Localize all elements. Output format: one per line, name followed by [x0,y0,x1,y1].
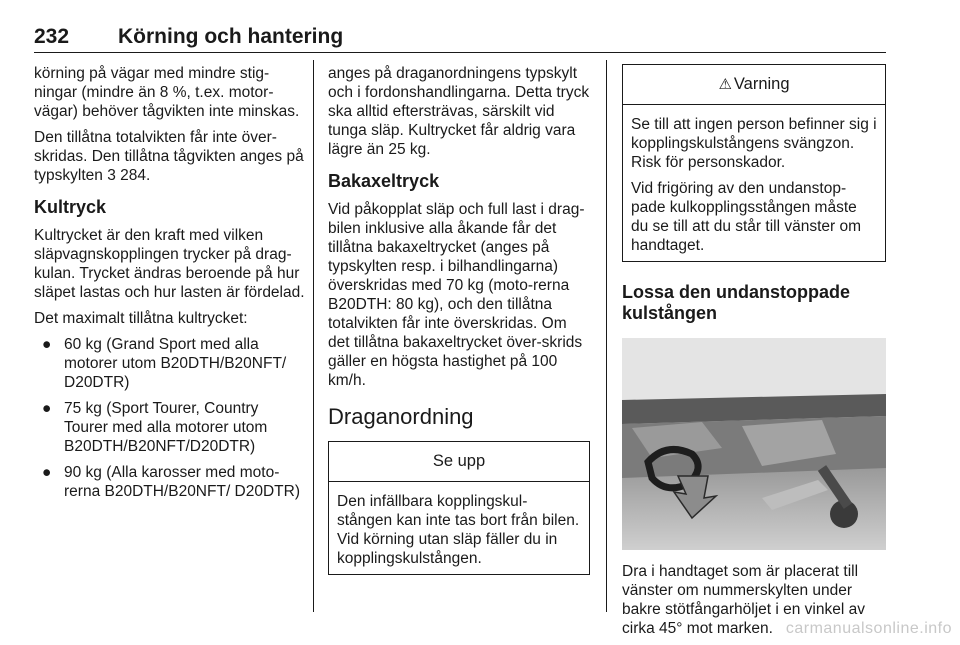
paragraph-kultryck-definition: Kultrycket är den kraft med vilken släpvagnskopplingen trycker på drag-kulan. Trycket ändras beroende på hur släpet lastas och hur lasten är fördelad. [34,227,305,301]
photo-caption: Dra i handtaget som är placerat till vänster om nummerskylten under bakre stötfångarhöljet i en vinkel av cirka 45° mot marken. [622,563,865,637]
paragraph-totalvikt: Den tillåtna totalvikten får inte över-skridas. Den tillåtna tågvikten anges på typskylten 3 284. [34,129,304,184]
paragraph-typskylt: anges på draganordningens typskylt och i fordonshandlingarna. Detta tryck ska alltid eftersträvas, särskilt vid tunga släp. Kultrycket får aldrig vara lägre än 25 kg. [328,65,590,158]
caution-text: Den infällbara kopplingskul-stången kan inte tas bort från bilen. Vid körning utan släp fäller du in kopplingskulstången. [337,493,580,567]
paragraph-tagvikt: körning på vägar med mindre stig-ningar (mindre än 8 %, t.ex. motor-vägar) behöver tågvikten inte minskas. [34,65,300,120]
warning-header [623,65,885,105]
heading-lossa-kulstang: Lossa den undanstoppade kulstången [622,282,851,323]
bullet-icon: ● [42,400,52,417]
warning-text-1: Se till att ingen person befinner sig i kopplingskulstångens svängzon. Risk för personskador. [631,116,877,171]
page-number: 232 [34,25,70,48]
paragraph-max-kultryck: Det maximalt tillåtna kultrycket: [34,310,248,327]
paragraph-bakaxeltryck: Vid påkopplat släp och full last i drag-bilen inklusive alla åkande får det tillåtna bakaxeltrycket (anges på typskylten resp. i bilhandlingarna) överskridas med 70 kg (moto-rerna B20DTH: 80 kg), och den tillåtna totalvikten får inte överskridas. Om det tillåtna bakaxeltrycket över-skrids gäller en högsta hastighet på 100 km/h. [328,201,585,389]
list-item: ● 75 kg (Sport Tourer, Country Tourer med alla motorer utom B20DTH/B20NFT/D20DTR) [42,400,268,455]
heading-bakaxeltryck: Bakaxeltryck [328,171,440,191]
list-item: ● 90 kg (Alla karosser med moto-rerna B20DTH/B20NFT/ D20DTR) [42,464,301,500]
heading-draganordning: Draganordning [328,404,474,429]
bumper-surface [622,338,886,400]
tow-bar-release-photo [622,338,886,550]
heading-kultryck: Kultryck [34,197,107,217]
page-header [34,22,886,53]
caution-title: Se upp [329,442,589,482]
kultryck-list [34,335,306,501]
page-reference-link[interactable]: 3 284. [107,167,151,184]
list-item: ● 60 kg (Grand Sport med alla motorer utom B20DTH/B20NFT/ D20DTR) [42,336,287,391]
warning-triangle-icon: ⚠ [718,76,732,93]
bullet-icon: ● [42,464,52,481]
caution-box [328,441,590,575]
column-divider-2 [606,60,607,612]
bullet-icon: ● [42,336,52,353]
chapter-title: Körning och hantering [118,25,344,48]
watermark: carmanualsonline.info [785,620,952,637]
column-1 [34,64,306,508]
column-2 [328,64,590,575]
warning-text-2: Vid frigöring av den undanstop-pade kulkopplingsstången måste du se till att du står till vänster om handtaget. [631,180,862,254]
column-divider-1 [313,60,314,612]
column-3 [622,64,886,645]
warning-title: Varning [733,75,790,93]
warning-box [622,64,886,262]
